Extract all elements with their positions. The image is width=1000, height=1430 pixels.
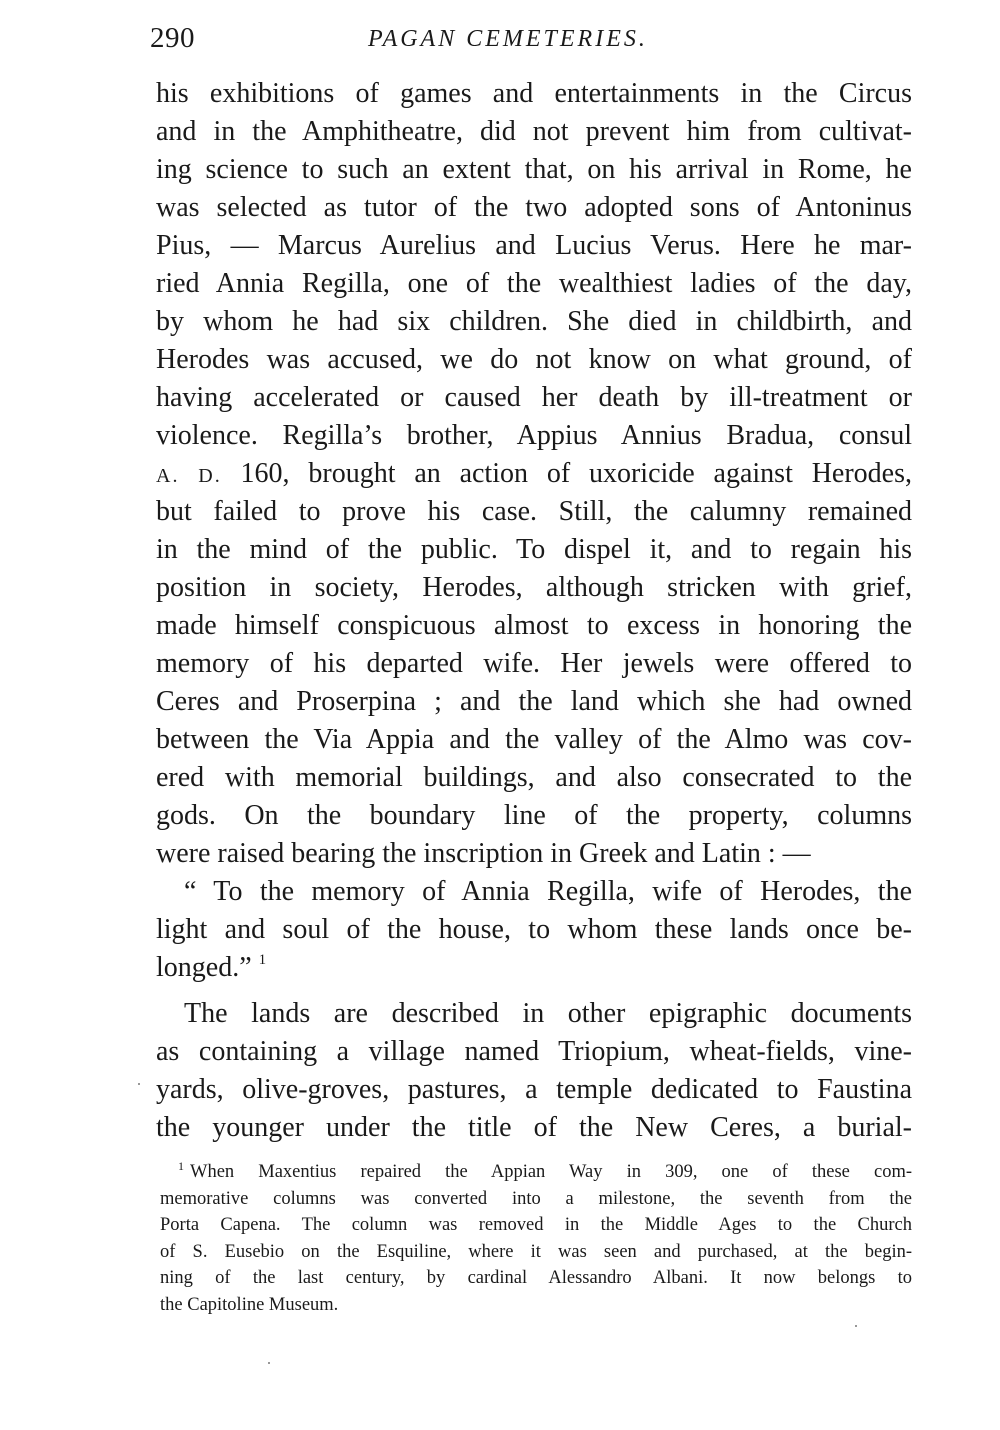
footnote-line: ning of the last century, by cardinal Alessandro Albani. It now belongs to: [160, 1268, 912, 1288]
footnote-line: memorative columns was converted into a milestone, the seventh from the: [160, 1188, 912, 1209]
text-line-rest: 160, brought an action of uxoricide against Herodes,: [221, 458, 912, 489]
footnote-line: the Capitoline Museum.: [160, 1294, 339, 1315]
footnote: [160, 1159, 912, 1318]
scan-speck: [138, 1083, 140, 1085]
text-line: and in the Amphitheatre, did not prevent him from cultivat-: [156, 116, 912, 147]
text-line: the younger under the title of the New Ceres, a burial-: [156, 1112, 912, 1143]
quote-line: [156, 949, 912, 987]
scan-speck: [855, 1325, 857, 1327]
text-line: made himself conspicuous almost to excess in honoring the: [156, 610, 912, 641]
text-line: The lands are described in other epigraphic documents: [184, 998, 912, 1029]
text-line: his exhibitions of games and entertainments in the Circus: [156, 78, 912, 109]
text-line: ered with memorial buildings, and also consecrated to the: [156, 762, 912, 793]
footnote-line: of S. Eusebio on the Esquiline, where it was seen and purchased, at the begin-: [160, 1241, 912, 1262]
main-text: [156, 75, 912, 1147]
text-line: in the mind of the public. To dispel it, and to regain his: [156, 534, 912, 565]
quote-line: light and soul of the house, to whom these lands once be-: [156, 914, 912, 945]
footnote-line: [160, 1159, 912, 1186]
footnote-mark: 1: [178, 1159, 184, 1173]
text-line: Herodes was accused, we do not know on what ground, of: [156, 344, 912, 375]
text-line: ried Annia Regilla, one of the wealthiest ladies of the day,: [156, 268, 912, 299]
text-line: was selected as tutor of the two adopted sons of Antoninus: [156, 192, 912, 223]
text-line: violence. Regilla’s brother, Appius Annius Bradua, consul: [156, 420, 912, 451]
text-line: gods. On the boundary line of the property, columns: [156, 800, 912, 831]
scan-speck: [268, 1362, 270, 1364]
page-header: [150, 20, 910, 60]
text-line: as containing a village named Triopium, wheat-fields, vine-: [156, 1036, 912, 1067]
text-line: were raised bearing the inscription in Greek and Latin : —: [156, 838, 811, 869]
era-abbreviation: A. D.: [156, 465, 222, 487]
text-line: Pius, — Marcus Aurelius and Lucius Verus. Here he mar-: [156, 230, 912, 261]
text-line: having accelerated or caused her death by ill-treatment or: [156, 382, 912, 413]
text-line: yards, olive-groves, pastures, a temple dedicated to Faustina: [156, 1074, 912, 1105]
text-line: Ceres and Proserpina ; and the land which she had owned: [156, 686, 912, 717]
text-line: ing science to such an extent that, on his arrival in Rome, he: [156, 154, 912, 185]
quote-line-text: longed.”: [156, 952, 252, 983]
text-line: by whom he had six children. She died in childbirth, and: [156, 306, 912, 337]
text-line: between the Via Appia and the valley of the Almo was cov-: [156, 724, 912, 755]
footnote-line-text: When Maxentius repaired the Appian Way in 309, one of these com-: [190, 1162, 912, 1182]
page-number: 290: [150, 22, 195, 54]
quote-line: “ To the memory of Annia Regilla, wife of Herodes, the: [184, 876, 912, 907]
text-line: memory of his departed wife. Her jewels were offered to: [156, 648, 912, 679]
footnote-reference: 1: [258, 952, 267, 968]
text-line: [156, 455, 912, 493]
running-head: PAGAN CEMETERIES.: [368, 26, 648, 52]
footnote-line: Porta Capena. The column was removed in the Middle Ages to the Church: [160, 1215, 912, 1235]
text-line: but failed to prove his case. Still, the calumny remained: [156, 496, 912, 527]
text-line: position in society, Herodes, although stricken with grief,: [156, 572, 912, 603]
